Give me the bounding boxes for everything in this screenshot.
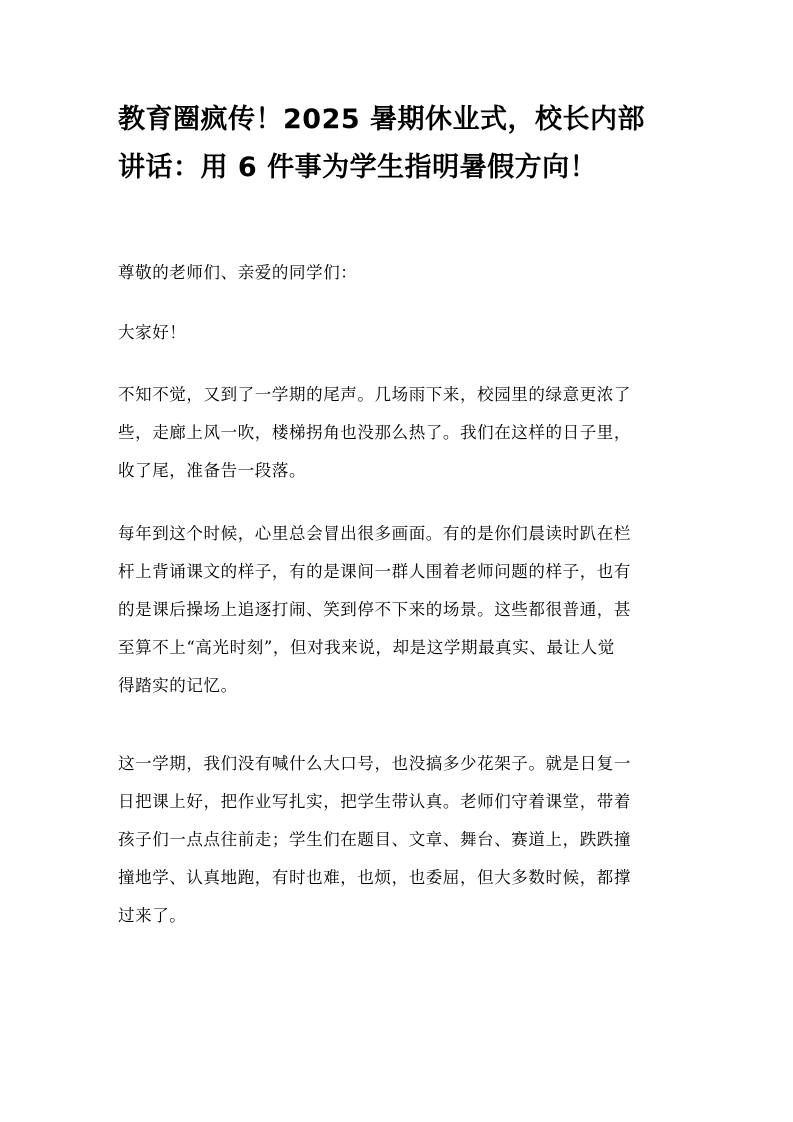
text-line: 大家好！ [118, 323, 187, 342]
title-line: 讲话：用 6 件事为学生指明暑假方向！ [118, 152, 598, 183]
text-line: 撞地学、认真地跑，有时也难，也烦，也委屈，但大多数时候，都撑 [118, 868, 631, 887]
text-line: 日把课上好，把作业写扎实，把学生带认真。老师们守着课堂，带着 [118, 792, 631, 811]
salutation-paragraph [118, 254, 698, 292]
text-line: 孩子们一点点往前走；学生们在题目、文章、舞台、赛道上，跌跌撞 [118, 830, 631, 849]
text-line: 收了尾，准备告一段落。 [118, 461, 307, 480]
text-line: 的是课后操场上追逐打闹、笑到停不下来的场景。这些都很普通，甚 [118, 600, 631, 619]
document-title [118, 96, 698, 192]
text-line: 这一学期，我们没有喊什么大口号，也没搞多少花架子。就是日复一 [118, 754, 631, 773]
title-line: 教育圈疯传！2025 暑期休业式，校长内部 [118, 104, 646, 135]
text-line: 些，走廊上风一吹，楼梯拐角也没那么热了。我们在这样的日子里， [118, 423, 631, 442]
greeting-paragraph [118, 314, 698, 352]
text-line: 过来了。 [118, 906, 187, 925]
body-paragraph [118, 376, 698, 490]
text-line: 得踏实的记忆。 [118, 676, 238, 695]
text-line: 每年到这个时候，心里总会冒出很多画面。有的是你们晨读时趴在栏 [118, 524, 631, 543]
text-line: 至算不上“高光时刻”，但对我来说，却是这学期最真实、最让人觉 [118, 638, 615, 657]
text-line: 尊敬的老师们、亲爱的同学们： [118, 263, 358, 282]
body-paragraph [118, 515, 698, 705]
text-line: 杆上背诵课文的样子，有的是课间一群人围着老师问题的样子，也有 [118, 562, 631, 581]
text-line: 不知不觉，又到了一学期的尾声。几场雨下来，校园里的绿意更浓了 [118, 385, 631, 404]
body-paragraph [118, 745, 698, 935]
